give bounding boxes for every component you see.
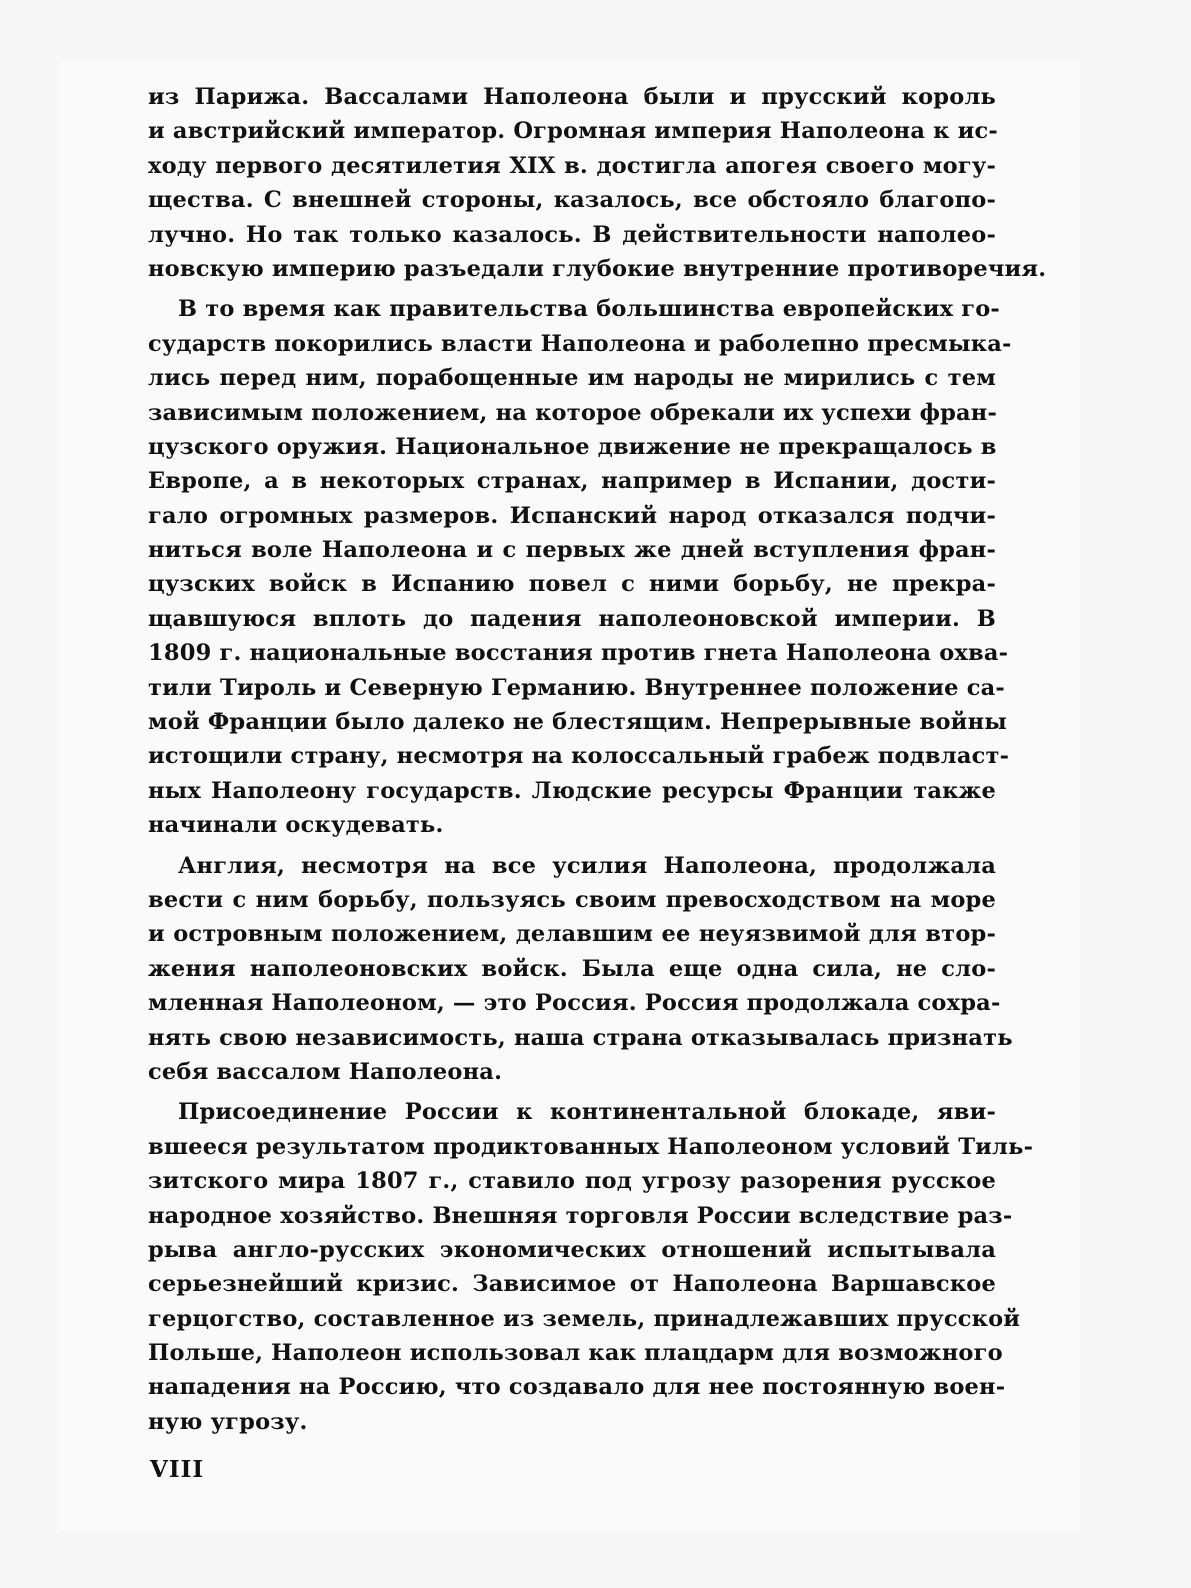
text-line: и островным положением, делавшим ее неуязвимой для втор- xyxy=(148,921,996,948)
paragraph-1 xyxy=(148,80,1047,286)
text-line: зависимым положением, на которое обрекали их успехи фран- xyxy=(148,399,998,426)
text-line: щества. С внешней стороны, казалось, все обстояло благопо- xyxy=(148,187,996,214)
text-line: ную угрозу. xyxy=(148,1408,308,1435)
text-line: нять свою независимость, наша страна отказывалась признать xyxy=(148,1024,1013,1051)
text-line: мленная Наполеоном, — это Россия. Россия продолжала сохра- xyxy=(148,990,1001,1017)
paragraph-3 xyxy=(148,849,1013,1090)
text-line: начинали оскудевать. xyxy=(148,812,444,839)
text-line: из Парижа. Вассалами Наполеона были и прусский король xyxy=(148,84,996,110)
text-line: сударств покорились власти Наполеона и раболепно пресмыка- xyxy=(148,330,1012,357)
text-line: 1809 г. национальные восстания против гнета Наполеона охва- xyxy=(148,640,1009,667)
text-line: цузского оружия. Национальное движение не прекращалось в xyxy=(148,433,997,460)
text-line: серьезнейший кризис. Зависимое от Наполеона Варшавское xyxy=(148,1271,996,1298)
text-line: Англия, несмотря на все усилия Наполеона, продолжала xyxy=(178,852,996,879)
text-line: рыва англо-русских экономических отношений испытывала xyxy=(148,1236,996,1263)
text-line: вести с ним борьбу, пользуясь своим превосходством на море xyxy=(148,886,996,913)
text-line: Европе, а в некоторых странах, например в Испании, дости- xyxy=(148,468,996,495)
text-line: жения наполеоновских войск. Была еще одна сила, не сло- xyxy=(148,955,996,982)
paragraph-2 xyxy=(148,292,1012,842)
text-line: Присоединение России к континентальной блокаде, яви- xyxy=(178,1099,996,1126)
text-line: вшееся результатом продиктованных Наполеоном условий Тиль- xyxy=(148,1133,1034,1160)
text-line: В то время как правительства большинства европейских го- xyxy=(178,296,1000,323)
text-line: народное хозяйство. Внешняя торговля России вследствие раз- xyxy=(148,1202,1013,1229)
text-line: мой Франции было далеко не блестящим. Непрерывные войны xyxy=(148,709,1007,736)
text-line: Польше, Наполеон использовал как плацдарм для возможного xyxy=(148,1340,1003,1367)
text-line: истощили страну, несмотря на колоссальный грабеж подвласт- xyxy=(148,743,1010,770)
text-line: гало огромных размеров. Испанский народ отказался подчи- xyxy=(148,502,996,529)
text-line: зитского мира 1807 г., ставило под угрозу разорения русское xyxy=(148,1168,996,1195)
text-line: ходу первого десятилетия XIX в. достигла апогея своего могу- xyxy=(148,152,996,179)
text-line: лись перед ним, порабощенные им народы не мирились с тем xyxy=(148,365,996,392)
text-line: цузских войск в Испанию повел с ними борьбу, не прекра- xyxy=(148,571,996,598)
body-text xyxy=(148,80,1047,1445)
text-line: лучно. Но так только казалось. В действительности наполео- xyxy=(148,221,996,248)
text-line: и австрийский император. Огромная империя Наполеона к ис- xyxy=(148,118,998,145)
text-line: себя вассалом Наполеона. xyxy=(148,1058,503,1085)
text-line: ных Наполеону государств. Людские ресурсы Франции также xyxy=(148,777,996,804)
text-line: щавшуюся вплоть до падения наполеоновской империи. В xyxy=(148,605,996,632)
text-line: новскую империю разъедали глубокие внутренние противоречия. xyxy=(148,255,1047,282)
text-line: ниться воле Наполеона и с первых же дней вступления фран- xyxy=(148,537,996,564)
text-line: нападения на Россию, что создавало для нее постоянную воен- xyxy=(148,1374,1006,1401)
paragraph-4 xyxy=(148,1095,1034,1439)
page-number: VIII xyxy=(150,1456,205,1483)
text-line: герцогство, составленное из земель, принадлежавших прусской xyxy=(148,1305,1021,1332)
text-line: тили Тироль и Северную Германию. Внутреннее положение са- xyxy=(148,674,1005,701)
